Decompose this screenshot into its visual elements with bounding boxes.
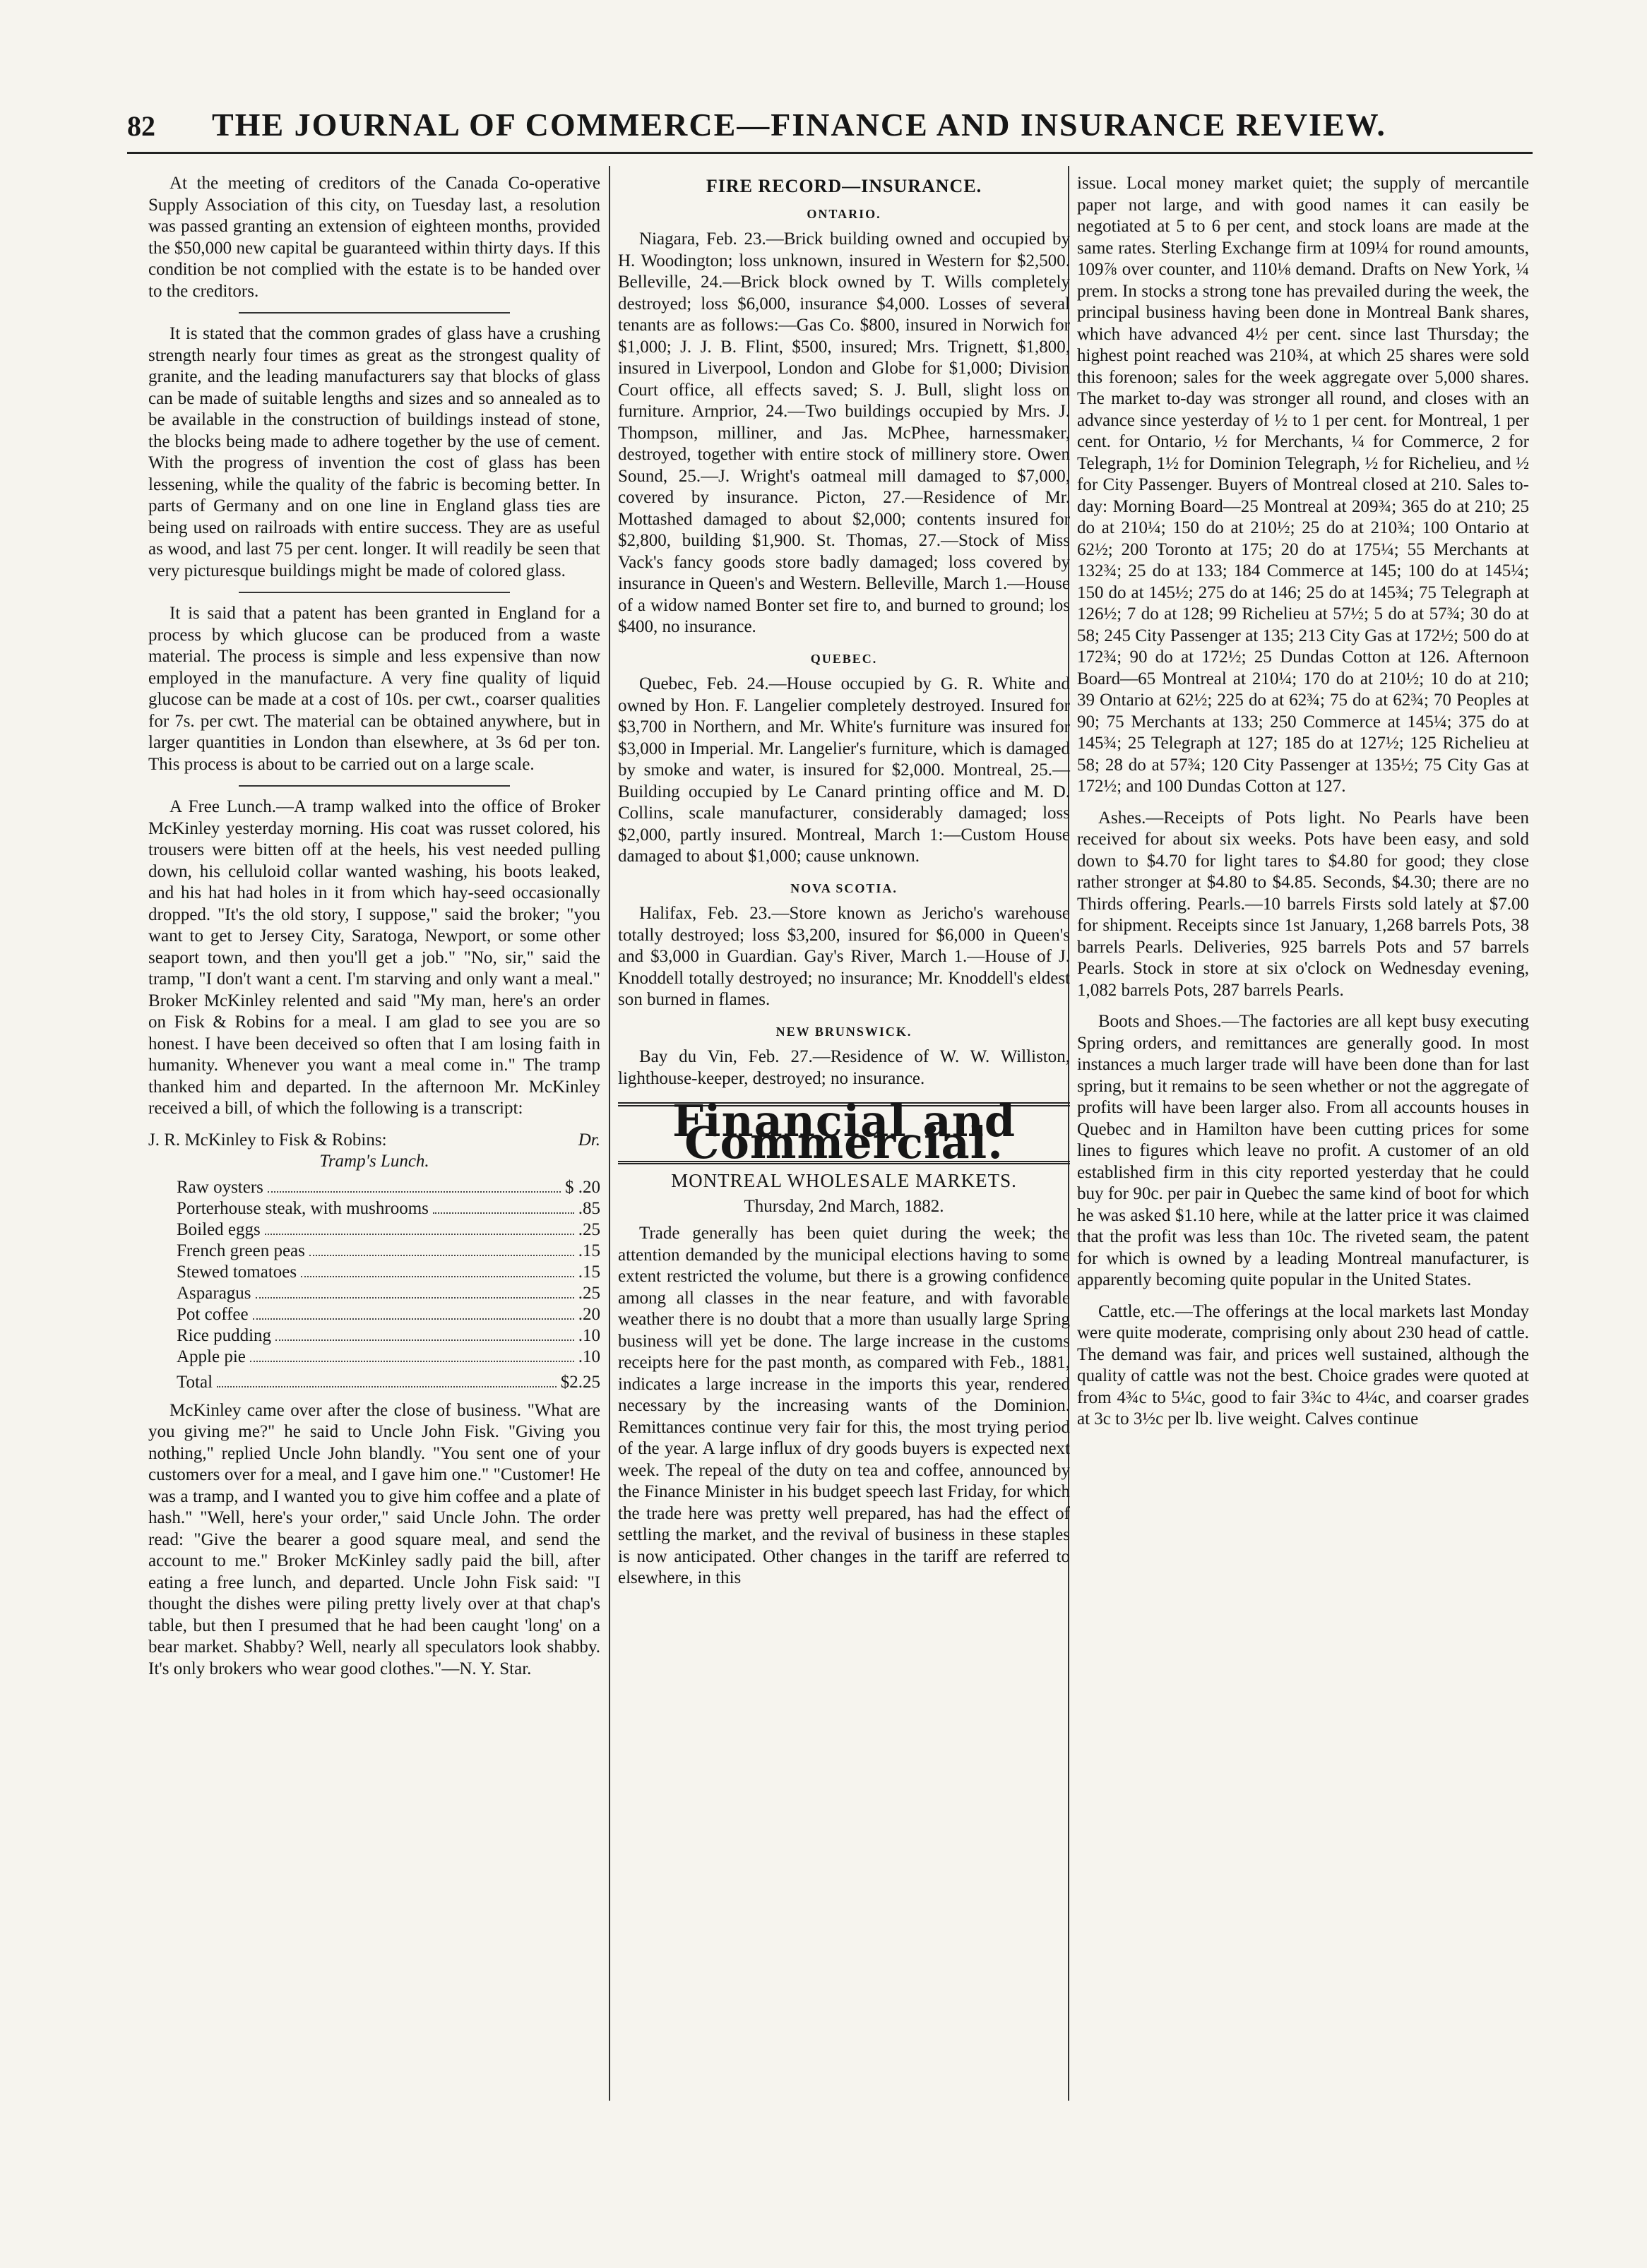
bill-item-name: Boiled eggs — [177, 1219, 261, 1239]
bill-item-row — [177, 1347, 600, 1368]
financial-commercial-title: Financial and Commercial. — [618, 1102, 1070, 1164]
bill-item-name: French green peas — [177, 1241, 305, 1260]
quebec-text: Quebec, Feb. 24.—House occupied by G. R. White and owned by Hon. F. Langelier completely destroyed. Insured for $3,700 in Northern, and Mr. White's furniture was insured for $3,000 in Imperial. Mr. Langelier's furniture, which is damaged by smoke and water, is insured for $2,000. Montreal, 25.—Building occupied by Le Canard printing office and M. D. Collins, scale manufacturer, considerably damaged; loss $2,000, partly insured. Montreal, March 1:—Custom House damaged to about $1,000; cause unknown. — [618, 674, 1070, 866]
bill-item-price: .25 — [578, 1219, 600, 1239]
bill-item-price: .85 — [578, 1198, 600, 1218]
page-header — [127, 106, 1540, 148]
market-title: MONTREAL WHOLESALE MARKETS. — [671, 1170, 1017, 1191]
page-number: 82 — [127, 110, 155, 142]
mckinley-paragraph: McKinley came over after the close of business. "What are you giving me?" he said to Uncle John Fisk. "Giving you nothing," replied Uncle John blandly. "You sent one of your customers over for a meal, and I gave him one." "Customer! He was a tramp, and I wanted you to give him coffee and a plate of hash." "Well, here's your order," said Uncle John. The order read: "Give the bearer a good square meal, and send the account to me." Broker McKinley sadly paid the bill, after eating a free lunch, and departed. Uncle John Fisk said: "I thought the dishes were piling pretty lively over at that chap's table, but then I presumed that he had been caught 'long' on a bear market. Shabby? Well, nearly all speculators look shabby. It's only brokers who wear good clothes."—N. Y. Star. — [148, 1400, 600, 1678]
separator — [239, 592, 510, 593]
province-ontario: ONTARIO. — [807, 206, 881, 221]
bill-total-row — [177, 1372, 600, 1393]
bill-header — [148, 1130, 600, 1152]
bill-item-name: Rice pudding — [177, 1325, 272, 1345]
money-market-paragraph: issue. Local money market quiet; the supply of mercantile paper not large, and with good names it can easily be negotiated at 5 to 6 per cent, and stock loans are made at the same rates. Sterling Exchange firm at 109¼ for round amounts, 109⅞ over counter, and 110⅛ demand. Drafts on New York, ¼ prem. In stocks a strong tone has prevailed during the week, the principal business having been done in Montreal Bank shares, which have advanced 4½ per cent. since last Thursday; the highest point reached was 210¾, at which 25 shares were sold this forenoon; sales for the week aggregate over 5,000 shares. The market to-day was stronger all round, and closes with an advance since yesterday of ½ to 1 per cent. for Montreal, 1 per cent. for Ontario, ½ for Merchants, ¼ for Commerce, 2 for Telegraph, 1½ for Dominion Telegraph, ½ for Richelieu, and ½ for City Passenger. Buyers of Montreal closed at 210. Sales to-day: Morning Board—25 Montreal at 209¾; 365 do at 210; 25 do at 210¼; 150 do at 210½; 25 do at 210¾; 100 Ontario at 62½; 200 Toronto at 175; 20 do at 175¼; 55 Merchants at 132¾; 25 do at 133; 184 Commerce at 145; 100 do at 145¼; 150 do at 145½; 275 do at 146; 25 do at 145¾; 75 Telegraph at 126½; 7 do at 128; 99 Richelieu at 57½; 5 do at 57¾; 30 do at 58; 245 City Passenger at 135; 213 City Gas at 172½; 500 do at 172¾; 90 do at 172½; 25 Dundas Cotton at 126. Afternoon Board—65 Montreal at 210¼; 170 do at 210½; 10 do at 210; 39 Ontario at 62½; 225 do at 62¾; 75 do at 62¾; 70 Peoples at 90; 75 Merchants at 133; 250 Commerce at 145¼; 375 do at 145¾; 25 Telegraph at 127; 185 do at 127½; 125 Richelieu at 58; 28 do at 57¾; 120 City Passenger at 135½; 75 City Gas at 172½; and 100 Dundas Cotton at 127. — [1077, 174, 1529, 796]
bill-item-name: Apple pie — [177, 1347, 246, 1366]
bill-item-row — [177, 1177, 600, 1198]
bill-item-price: .10 — [578, 1325, 600, 1345]
bill-total-value: $2.25 — [560, 1372, 600, 1392]
bill-item-price: .10 — [578, 1347, 600, 1366]
free-lunch-paragraph: A Free Lunch.—A tramp walked into the office of Broker McKinley yesterday morning. His coat was russet colored, his trousers were bitten off at the heels, his vest needed pulling down, his celluloid collar wanted washing, his boots leaked, and his hat had holes in it from which hay-seed occasionally dropped. "It's the old story, I suppose," said the broker; "you want to get to Jersey City, Saratoga, Newport, or some other seaport town, and then you'll get a job." "No, sir," said the tramp, "I don't want a cent. I'm starving and only want a meal." Broker McKinley relented and said "My man, here's an order on Fisk & Robins for a meal. I am glad to see you are so honest. I have been deceived so often that I am losing faith in humanity. Whenever you want a meal come in." The tramp thanked him and departed. In the afternoon Mr. McKinley received a bill, of which the following is a transcript: — [148, 797, 600, 1118]
province-quebec: QUEBEC. — [810, 651, 878, 666]
column-2 — [618, 173, 1070, 1599]
bill-item-row — [177, 1262, 600, 1283]
bill-dr: Dr. — [578, 1130, 600, 1150]
bill-item-name: Porterhouse steak, with mushrooms — [177, 1198, 429, 1218]
market-date: Thursday, 2nd March, 1882. — [744, 1196, 944, 1216]
bill-item-name: Stewed tomatoes — [177, 1262, 297, 1282]
ontario-text: Niagara, Feb. 23.—Brick building owned and occupied by H. Woodington; loss unknown, insured in Western for $2,500. Belleville, 24.—Brick block owned by T. Wills completely destroyed; loss $6,000, insurance $4,000. Losses of several tenants are as follows:—Gas Co. $800, insured in Norwich for $1,000; J. J. B. Flint, $500, insured; Mrs. Trignett, $1,800, insured in Liverpool, London and Globe for $1,000; Division Court office, all effects saved; S. J. Bull, slight loss on furniture. Arnprior, 24.—Two buildings occupied by Mrs. J. Thompson, milliner, and Jas. McPhee, harnessmaker, destroyed, together with entire stock of millinery store. Owen Sound, 25.—J. Wright's oatmeal mill damaged to $7,000, covered by insurance. Picton, 27.—Residence of Mr. Mottashed damaged to about $2,000; contents insured for $2,800, building $1,900. St. Thomas, 27.—Stock of Miss Vack's fancy goods store badly damaged; loss covered by insurance in Queen's and Western. Belleville, March 1.—House of a widow named Bonter set fire to, and burned to ground; los $400, no insurance. — [618, 229, 1070, 636]
province-nova-scotia: NOVA SCOTIA. — [790, 881, 898, 895]
bill-item-name: Asparagus — [177, 1283, 251, 1303]
separator — [239, 785, 510, 787]
bill-item-price: .25 — [578, 1283, 600, 1303]
bill-item-price: .15 — [578, 1241, 600, 1260]
nova-scotia-text: Halifax, Feb. 23.—Store known as Jericho's warehouse totally destroyed; loss $3,200, insured for $6,000 in Queen's and $3,000 in Guardian. Gay's River, March 1.—House of J. Knoddell totally destroyed; no insurance; Mr. Knoddell's eldest son burned in flames. — [618, 904, 1070, 1009]
province-new-brunswick: NEW BRUNSWICK. — [775, 1024, 912, 1039]
journal-title: THE JOURNAL OF COMMERCE—FINANCE AND INSURANCE REVIEW. — [212, 107, 1386, 143]
bill-item-price: .15 — [578, 1262, 600, 1282]
cattle-paragraph: Cattle, etc.—The offerings at the local markets last Monday were quite moderate, comprising only about 230 head of cattle. The demand was fair, and prices well sustained, although the quality of cattle was not the best. Choice grades were quoted at from 4¾c to 5¼c, good to fair 3¾c to 4¼c, and coarser grades at 3c to 3½c per lb. live weight. Calves continue — [1077, 1301, 1529, 1428]
bill-items — [148, 1177, 600, 1368]
bill-item-row — [177, 1198, 600, 1219]
new-brunswick-text: Bay du Vin, Feb. 27.—Residence of W. W. Williston, lighthouse-keeper, destroyed; no insurance. — [618, 1047, 1070, 1088]
glucose-paragraph: It is said that a patent has been granted in England for a process by which glucose can be produced from a waste material. The process is simple and less expensive than now employed in the manufacture. A very fine quality of liquid glucose can be made at a cost of 10s. per cwt., coarser qualities for 7s. per cwt. The material can be obtained anywhere, but in larger quantities in London than elsewhere, at 3s 6d per ton. This process is about to be carried out on a large scale. — [148, 604, 600, 774]
bill-item-row — [177, 1241, 600, 1262]
glass-paragraph: It is stated that the common grades of glass have a crushing strength nearly four times as great as the strongest quality of granite, and the leading manufacturers say that blocks of glass can be made of suitable lengths and sizes and so annealed as to be available in the construction of buildings instead of stone, the blocks being made to adhere together by the use of cement. With the progress of invention the cost of glass has been lessening, while the quality of the fabric is becoming better. In parts of Germany and on one line in England glass ties are being used on railroads with entire success. They are as useful as wood, and last 75 per cent. longer. It will readily be seen that very picturesque buildings might be made of colored glass. — [148, 324, 600, 580]
column-1 — [148, 173, 600, 1690]
bill-item-name: Raw oysters — [177, 1177, 263, 1197]
separator — [239, 312, 510, 314]
ashes-paragraph: Ashes.—Receipts of Pots light. No Pearls have been received for about six weeks. Pots have been easy, and sold down to $4.70 for light tares to $4.80 for good; they close rather stronger at $4.80 to $4.85. Seconds, $4.30; there are no Thirds offering. Pearls.—10 barrels Firsts sold lately at $7.00 for shipment. Receipts since 1st January, 1,268 barrels Pots, 38 barrels Pearls. Deliveries, 925 barrels Pots and 57 barrels Pearls. Stock in store at six o'clock on Wednesday evening, 1,082 barrels Pots, 287 barrels Pearls. — [1077, 808, 1529, 1000]
fire-record-title: FIRE RECORD—INSURANCE. — [706, 176, 982, 196]
bill-item-row — [177, 1219, 600, 1241]
column-divider — [609, 166, 610, 2101]
bill-item-name: Pot coffee — [177, 1304, 249, 1324]
bill-total-label: Total — [177, 1372, 213, 1392]
bill-item-price: $ .20 — [565, 1177, 600, 1197]
bill-item-row — [177, 1304, 600, 1325]
bill-to: J. R. McKinley to Fisk & Robins: — [148, 1130, 387, 1150]
column-3 — [1077, 173, 1529, 1440]
creditors-paragraph: At the meeting of creditors of the Canada Co-operative Supply Association of this city, on Tuesday last, a resolution was passed granting an extension of eighteen months, provided the $50,000 new capital be guaranteed within thirty days. If this condition be not complied with the estate is to be handed over to the creditors. — [148, 174, 600, 301]
bill-item-row — [177, 1283, 600, 1304]
bill-item-price: .20 — [578, 1304, 600, 1324]
bill-subtitle: Tramp's Lunch. — [319, 1152, 429, 1171]
header-rule — [127, 152, 1533, 154]
boots-shoes-paragraph: Boots and Shoes.—The factories are all kept busy executing Spring orders, and remittances are generally good. In most instances a much larger trade will have been done than for last spring, but it remains to be seen whether or not the aggregate of profits will have been larger also. From all accounts houses in Quebec and in Hamilton have been cutting prices for some lines to figures which leave no profit. A customer of an old established firm in this city reported yesterday that he could buy for 90c. per pair in Quebec the same kind of boot for which he was asked $1.10 here, while at the latter price it was claimed that the profit was less than 10c. The riveted seam, the patent for which is owned by a leading Montreal manufacturer, is apparently becoming quite popular in the United States. — [1077, 1012, 1529, 1289]
bill-item-row — [177, 1325, 600, 1347]
market-text: Trade generally has been quiet during the week; the attention demanded by the municipal elections having to some extent restricted the volume, but there is a growing confidence among all classes in the near feature, and with favorable weather there is no doubt that a more than usually large Spring business will yet be done. The large increase in the customs receipts here for the past month, as compared with Feb., 1881, indicates a large increase in the imports this year, rendered necessary by the increasing wants of the Dominion. Remittances continue very fair for this, the most trying period of the year. A large influx of dry goods buyers is expected next week. The repeal of the duty on tea and coffee, announced by the Finance Minister in his budget speech last Friday, for which the trade here was pretty well prepared, has had the effect of settling the market, and the revival of business in these staples is now anticipated. Other changes in the tariff are referred to elsewhere, in this — [618, 1224, 1070, 1587]
